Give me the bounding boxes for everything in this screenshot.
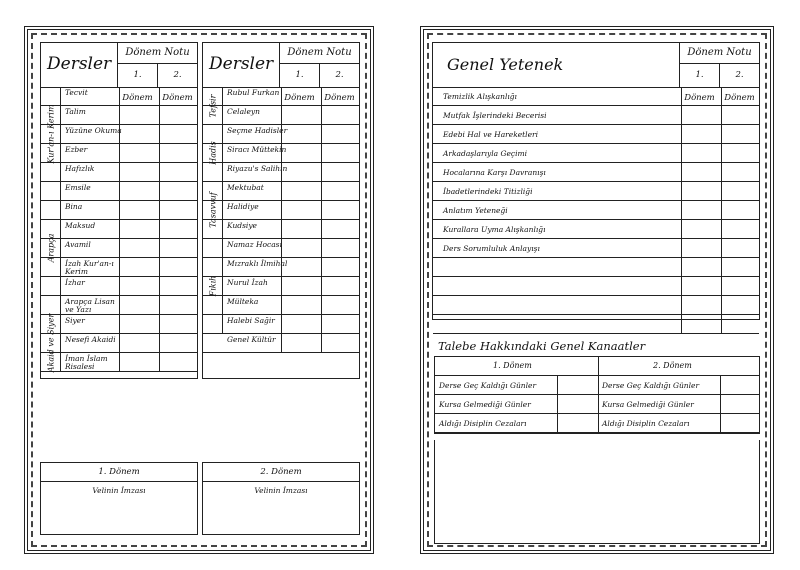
group-label-text: Tasavvuf	[208, 192, 217, 228]
grade-cell-term1[interactable]	[119, 334, 160, 352]
group-label-text: Tefsir	[208, 94, 217, 117]
grade-cell-term1[interactable]	[681, 144, 722, 162]
opinion-label-term1: Kursa Gelmediği Günler	[439, 400, 531, 409]
group-label	[41, 182, 61, 315]
grade-cell-term1[interactable]	[281, 106, 322, 124]
grade-cell-term2[interactable]	[721, 315, 762, 333]
lesson-label: Emsile	[65, 183, 91, 192]
grade-cell-term1[interactable]	[681, 258, 722, 276]
grade-cell-term1[interactable]	[281, 258, 322, 276]
lesson-row	[41, 315, 197, 334]
lesson-label: Halidiye	[227, 202, 259, 211]
lesson-label: Kudsiye	[227, 221, 257, 230]
grade-cell-term1[interactable]	[119, 277, 160, 295]
grade-cell-term2[interactable]	[321, 258, 362, 276]
opinion-row	[435, 395, 759, 414]
left-page	[24, 26, 374, 554]
lesson-label: Yüzüne Okuma	[65, 126, 122, 135]
grade-header	[117, 43, 197, 103]
lesson-row	[203, 258, 359, 277]
lesson-row	[41, 201, 197, 220]
grade-cell-term1[interactable]	[119, 87, 160, 105]
signature-box-term1[interactable]	[40, 462, 198, 535]
empty-row	[433, 258, 759, 277]
opinions-table	[434, 356, 760, 434]
grade-cell-term1[interactable]	[119, 239, 160, 257]
lesson-row	[41, 144, 197, 163]
term1-header: 1. Dönem	[680, 64, 720, 87]
lesson-row	[41, 182, 197, 201]
grade-cell-term1[interactable]	[281, 163, 322, 181]
lesson-label: İzah Kur'an-ı Kerim	[65, 259, 114, 276]
signature-label: Velinin İmzası	[92, 486, 146, 495]
lesson-label: Genel Kültür	[227, 335, 276, 344]
term1-header: 1. Dönem	[280, 64, 320, 87]
grade-cell-term2[interactable]	[321, 87, 362, 105]
lesson-row	[203, 315, 359, 334]
lesson-row	[41, 277, 197, 296]
lesson-row	[41, 106, 197, 125]
grade-cell-term2[interactable]	[159, 144, 200, 162]
grade-cell-term2[interactable]	[159, 334, 200, 352]
grade-cell-term1[interactable]	[681, 163, 722, 181]
grade-cell-term2[interactable]	[159, 163, 200, 181]
grade-cell-term1[interactable]	[681, 182, 722, 200]
grade-cell-term2[interactable]	[721, 163, 762, 181]
grade-cell-term1[interactable]	[119, 182, 160, 200]
group-label	[41, 315, 61, 372]
grade-cell-term2[interactable]	[721, 277, 762, 295]
grade-cell-term2[interactable]	[721, 106, 762, 124]
ability-label: Kurallara Uyma Alışkanlığı	[443, 225, 546, 234]
grade-cell-term2[interactable]	[721, 296, 762, 314]
grade-cell-term2[interactable]	[159, 296, 200, 314]
term2-header: 2. Dönem	[724, 70, 755, 103]
opinion-label-term2: Kursa Gelmediği Günler	[602, 400, 694, 409]
grade-cell-term1[interactable]	[119, 106, 160, 124]
grade-cell-term2[interactable]	[321, 334, 362, 352]
group-label-text: Fıkıh	[208, 275, 217, 297]
opinions-header	[435, 357, 759, 376]
grade-cell-term1[interactable]	[119, 125, 160, 143]
grade-cell-term2[interactable]	[321, 163, 362, 181]
grade-cell-term2[interactable]	[159, 277, 200, 295]
lesson-label: Siracı Müttekin	[227, 145, 287, 154]
lesson-row	[41, 258, 197, 277]
grade-cell-term2[interactable]	[321, 125, 362, 143]
table-title: Dersler	[47, 54, 112, 74]
cell-divider	[557, 376, 558, 394]
grade-cell-term2[interactable]	[721, 87, 762, 105]
lesson-row	[203, 296, 359, 315]
lesson-row	[41, 239, 197, 258]
lesson-label: Siyer	[65, 316, 85, 325]
ability-row	[433, 201, 759, 220]
grade-cell-term1[interactable]	[281, 296, 322, 314]
opinions-title: Talebe Hakkındaki Genel Kanaatler	[438, 339, 646, 353]
lesson-label: Nurul İzah	[227, 278, 268, 287]
lessons-table-left	[40, 42, 198, 379]
lesson-label: Mektubat	[227, 183, 264, 192]
lesson-label: Seçme Hadisler	[227, 126, 288, 135]
group-label-text: Akaid ve Siyer	[46, 313, 55, 373]
lesson-label: Talim	[65, 107, 86, 116]
lesson-label: Mülteka	[227, 297, 259, 306]
group-label	[203, 182, 223, 239]
lesson-row	[41, 296, 197, 315]
lesson-label: Ezber	[65, 145, 88, 154]
term2-header: 2. Dönem	[653, 361, 692, 370]
grade-cell-term1[interactable]	[281, 334, 322, 352]
lesson-label: Riyazu's Salihin	[227, 164, 288, 173]
grade-header-label: Dönem Notu	[118, 43, 197, 64]
lesson-row	[41, 353, 197, 372]
grade-header-label: Dönem Notu	[280, 43, 359, 64]
grade-cell-term2[interactable]	[321, 296, 362, 314]
lesson-row	[41, 163, 197, 182]
grade-cell-term1[interactable]	[681, 296, 722, 314]
table-title: Genel Yetenek	[447, 55, 564, 74]
group-label-text: Kur'an-ı Kerim	[46, 104, 55, 164]
term2-header: 2. Dönem	[324, 70, 355, 103]
grade-cell-term2[interactable]	[321, 106, 362, 124]
grade-cell-term1[interactable]	[281, 239, 322, 257]
grade-cell-term2[interactable]	[159, 220, 200, 238]
grade-cell-term2[interactable]	[159, 125, 200, 143]
opinion-row	[435, 414, 759, 433]
grade-cell-term1[interactable]	[119, 163, 160, 181]
signature-box-term2[interactable]	[202, 462, 360, 535]
group-label-text: Hadis	[208, 141, 217, 165]
grade-cell-term1[interactable]	[281, 125, 322, 143]
lesson-label: Avamil	[65, 240, 91, 249]
lesson-row	[203, 182, 359, 201]
ability-row	[433, 125, 759, 144]
lesson-row	[203, 144, 359, 163]
opinions-notes-area[interactable]	[434, 440, 760, 544]
grade-cell-term1[interactable]	[681, 277, 722, 295]
grade-cell-term2[interactable]	[159, 315, 200, 333]
lesson-label: Maksud	[65, 221, 96, 230]
ability-row	[433, 239, 759, 258]
grade-cell-term1[interactable]	[281, 182, 322, 200]
cell-divider	[557, 395, 558, 413]
grade-cell-term2[interactable]	[159, 106, 200, 124]
grade-cell-term1[interactable]	[281, 144, 322, 162]
grade-header	[279, 43, 359, 103]
grade-cell-term1[interactable]	[281, 201, 322, 219]
lesson-label: Halebi Sağir	[227, 316, 275, 325]
lesson-label: Hafızlık	[65, 164, 95, 173]
grade-cell-term1[interactable]	[681, 201, 722, 219]
right-page	[420, 26, 774, 554]
lesson-row	[41, 220, 197, 239]
lesson-label: Arapça Lisan ve Yazı	[65, 297, 115, 314]
grade-cell-term1[interactable]	[119, 296, 160, 314]
lesson-row	[203, 125, 359, 144]
grade-cell-term2[interactable]	[721, 182, 762, 200]
term1-header: 1. Dönem	[118, 64, 158, 87]
grade-cell-term1[interactable]	[281, 277, 322, 295]
ability-row	[433, 182, 759, 201]
ability-label: Anlatım Yeteneği	[443, 206, 508, 215]
lesson-row	[203, 239, 359, 258]
lesson-row	[203, 106, 359, 125]
lesson-row	[203, 201, 359, 220]
lesson-label: Mızraklı İlmihal	[227, 259, 288, 268]
group-label	[203, 87, 223, 125]
lesson-label: İman İslam Risalesi	[65, 354, 108, 371]
grade-cell-term1[interactable]	[119, 201, 160, 219]
lessons-table-right	[202, 42, 360, 379]
grade-cell-term1[interactable]	[681, 220, 722, 238]
lesson-row	[41, 87, 197, 106]
grade-header-label: Dönem Notu	[680, 43, 759, 64]
grade-cell-term2[interactable]	[159, 353, 200, 371]
grade-cell-term2[interactable]	[721, 220, 762, 238]
lesson-row	[203, 163, 359, 182]
term2-header: 2. Dönem	[162, 70, 193, 103]
grade-cell-term2[interactable]	[321, 315, 362, 333]
grade-cell-term2[interactable]	[159, 258, 200, 276]
lesson-label: Nesefi Akaidi	[65, 335, 116, 344]
signature-label: Velinin İmzası	[254, 486, 308, 495]
opinion-label-term2: Aldığı Disiplin Cezaları	[602, 419, 690, 428]
ability-row	[433, 144, 759, 163]
grade-cell-term2[interactable]	[321, 182, 362, 200]
cell-divider	[720, 376, 721, 394]
grade-cell-term2[interactable]	[159, 201, 200, 219]
grade-cell-term1[interactable]	[119, 220, 160, 238]
grade-cell-term1[interactable]	[119, 258, 160, 276]
general-ability-table	[432, 42, 760, 320]
grade-cell-term1[interactable]	[119, 144, 160, 162]
signature-term: 1. Dönem	[41, 463, 197, 482]
grade-cell-term2[interactable]	[159, 239, 200, 257]
ability-label: Hocalarına Karşı Davranışı	[443, 168, 546, 177]
group-label	[203, 239, 223, 334]
group-label	[203, 125, 223, 182]
lesson-label: Namaz Hocası	[227, 240, 282, 249]
grade-cell-term1[interactable]	[681, 125, 722, 143]
cell-divider	[720, 395, 721, 413]
ability-row	[433, 106, 759, 125]
lesson-row	[203, 277, 359, 296]
grade-cell-term1[interactable]	[281, 315, 322, 333]
opinion-row	[435, 376, 759, 395]
signature-term: 2. Dönem	[203, 463, 359, 482]
cell-divider	[598, 395, 599, 413]
grade-cell-term1[interactable]	[119, 315, 160, 333]
lesson-label: Tecvit	[65, 88, 88, 97]
lesson-row	[203, 334, 359, 353]
ability-row	[433, 220, 759, 239]
grade-cell-term2[interactable]	[721, 201, 762, 219]
grade-cell-term1[interactable]	[681, 239, 722, 257]
grade-cell-term1[interactable]	[119, 353, 160, 371]
empty-row	[433, 315, 759, 334]
term1-header: 1. Dönem	[493, 361, 532, 370]
lesson-row	[41, 125, 197, 144]
table-title: Dersler	[209, 54, 274, 74]
cell-divider	[598, 414, 599, 432]
grade-cell-term2[interactable]	[321, 277, 362, 295]
ability-row	[433, 87, 759, 106]
lesson-label: Bina	[65, 202, 83, 211]
grade-cell-term2[interactable]	[159, 87, 200, 105]
ability-label: İbadetlerindeki Titizliği	[443, 187, 533, 196]
grade-cell-term1[interactable]	[681, 87, 722, 105]
grade-cell-term2[interactable]	[321, 239, 362, 257]
opinion-label-term1: Aldığı Disiplin Cezaları	[439, 419, 527, 428]
opinion-label-term1: Derse Geç Kaldığı Günler	[439, 381, 537, 390]
grade-cell-term2[interactable]	[721, 258, 762, 276]
cell-divider	[598, 376, 599, 394]
ability-label: Temizlik Alışkanlığı	[443, 92, 517, 101]
cell-divider	[557, 414, 558, 432]
ability-label: Edebi Hal ve Hareketleri	[443, 130, 539, 139]
grade-cell-term1[interactable]	[681, 106, 722, 124]
grade-cell-term1[interactable]	[681, 315, 722, 333]
grade-cell-term2[interactable]	[159, 182, 200, 200]
lesson-row	[203, 220, 359, 239]
lesson-label: İzhar	[65, 278, 85, 287]
grade-cell-term2[interactable]	[721, 125, 762, 143]
grade-cell-term2[interactable]	[721, 144, 762, 162]
opinion-label-term2: Derse Geç Kaldığı Günler	[602, 381, 700, 390]
cell-divider	[720, 414, 721, 432]
grade-cell-term2[interactable]	[321, 220, 362, 238]
ability-row	[433, 163, 759, 182]
group-label	[41, 87, 61, 182]
empty-row	[433, 296, 759, 315]
ability-label: Ders Sorumluluk Anlayışı	[443, 244, 540, 253]
group-label-text: Arapça	[46, 233, 55, 263]
ability-label: Mutfak İşlerindeki Becerisi	[443, 111, 547, 120]
grade-cell-term1[interactable]	[281, 87, 322, 105]
grade-cell-term2[interactable]	[321, 201, 362, 219]
grade-cell-term1[interactable]	[281, 220, 322, 238]
grade-header	[679, 43, 759, 103]
grade-cell-term2[interactable]	[721, 239, 762, 257]
grade-cell-term2[interactable]	[321, 144, 362, 162]
empty-row	[433, 277, 759, 296]
lesson-row	[203, 87, 359, 106]
lesson-row	[41, 334, 197, 353]
ability-label: Arkadaşlarıyla Geçimi	[443, 149, 528, 158]
lesson-label: Rubul Furkan	[227, 88, 280, 97]
lesson-label: Celaleyn	[227, 107, 260, 116]
